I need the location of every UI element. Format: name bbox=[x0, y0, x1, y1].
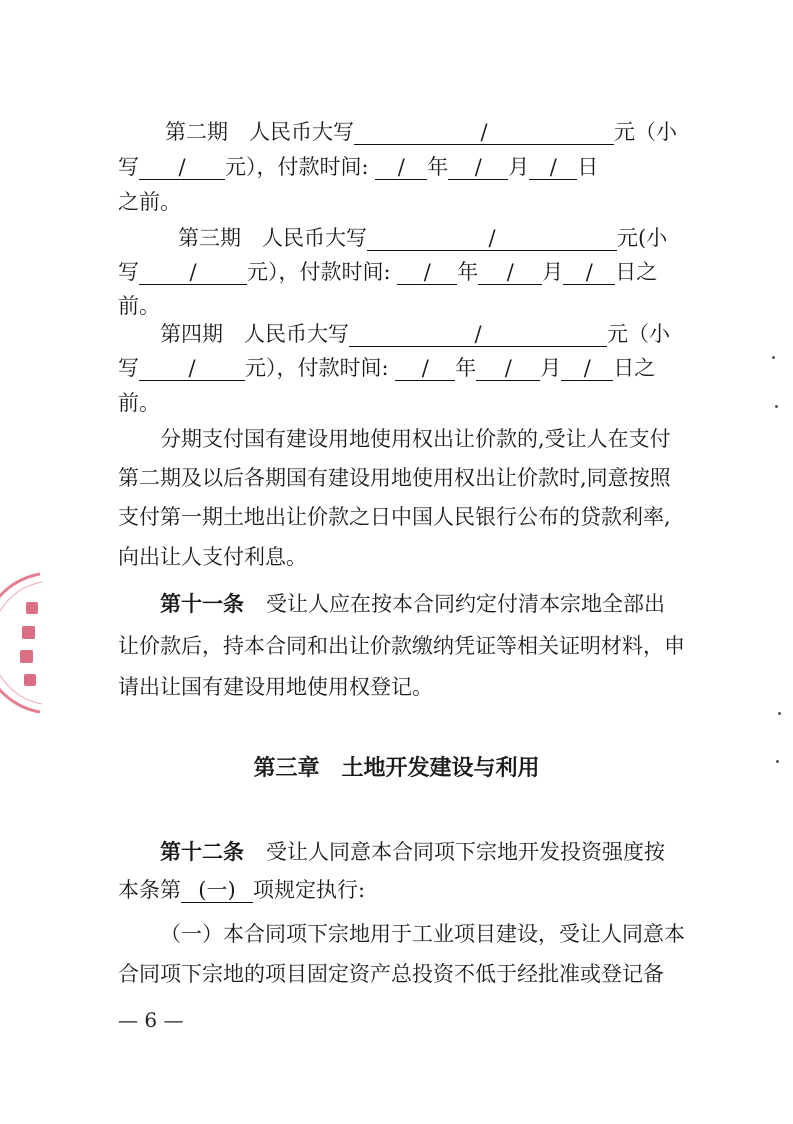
phase3-line2 bbox=[118, 258, 657, 286]
phase2-label: 第二期 人民币大写 bbox=[165, 120, 354, 144]
article12-line4: 合同项下宗地的项目固定资产总投资不低于经批准或登记备 bbox=[118, 962, 664, 986]
phase2-write-label: 写 bbox=[118, 155, 139, 179]
article12-line2 bbox=[118, 876, 365, 904]
chapter-title: 第三章 土地开发建设与利用 bbox=[253, 756, 540, 781]
phase2-amount-words: / bbox=[354, 120, 614, 145]
phase2-amount-digits: / bbox=[139, 155, 225, 180]
phase4-label: 第四期 人民币大写 bbox=[160, 322, 349, 346]
article11-line3: 请出让国有建设用地使用权登记。 bbox=[118, 675, 433, 699]
phase4-month-label: 月 bbox=[540, 356, 562, 380]
scan-speck bbox=[776, 760, 779, 763]
phase3-year-label: 年 bbox=[457, 260, 479, 284]
phase2-line3: 之前。 bbox=[118, 190, 181, 214]
phase4-day-label: 日之 bbox=[613, 356, 656, 380]
article12-line3: （一）本合同项下宗地用于工业项目建设，受让人同意本 bbox=[160, 922, 685, 946]
article11-line2: 让价款后，持本合同和出让价款缴纳凭证等相关证明材料，申 bbox=[118, 634, 685, 658]
interest-line4: 向出让人支付利息。 bbox=[118, 545, 307, 569]
phase4-month-blank: / bbox=[476, 356, 540, 381]
phase2-year-label: 年 bbox=[427, 155, 449, 179]
phase3-amount-words: / bbox=[367, 226, 617, 251]
article12-text1: 受让人同意本合同项下宗地开发投资强度按 bbox=[266, 840, 665, 864]
phase4-write-label: 写 bbox=[118, 356, 139, 380]
phase2-line2 bbox=[118, 153, 598, 181]
phase4-amount-digits: / bbox=[139, 356, 245, 381]
interest-line3: 支付第一期土地出让价款之日中国人民银行公布的贷款利率, bbox=[118, 505, 671, 529]
phase2-day-blank: / bbox=[529, 155, 577, 180]
phase3-line1 bbox=[178, 224, 667, 252]
scan-speck bbox=[778, 712, 781, 715]
interest-line2: 第二期及以后各期国有建设用地使用权出让价款时,同意按照 bbox=[118, 466, 671, 490]
phase4-line1 bbox=[160, 320, 670, 348]
phase4-year-blank: / bbox=[395, 356, 455, 381]
phase2-month-label: 月 bbox=[508, 155, 530, 179]
phase4-line2 bbox=[118, 354, 655, 382]
article12-clause-prefix: 本条第 bbox=[118, 878, 181, 902]
phase3-month-blank: / bbox=[478, 260, 542, 285]
article12-title: 第十二条 bbox=[160, 840, 244, 864]
phase3-write-label: 写 bbox=[118, 260, 139, 284]
phase3-month-label: 月 bbox=[542, 260, 564, 284]
page-number: — 6 — bbox=[118, 1008, 184, 1032]
phase3-day-blank: / bbox=[563, 260, 615, 285]
phase3-label: 第三期 人民币大写 bbox=[178, 226, 367, 250]
phase4-time-label: 元），付款时间: bbox=[245, 356, 389, 380]
phase4-yuan-label: 元（小 bbox=[607, 322, 670, 346]
phase3-yuan-label: 元(小 bbox=[617, 226, 668, 250]
article12-clause-value: (一) bbox=[181, 878, 253, 903]
phase4-day-blank: / bbox=[561, 356, 613, 381]
phase4-amount-words: / bbox=[349, 322, 607, 347]
interest-line1: 分期支付国有建设用地使用权出让价款的,受让人在支付 bbox=[160, 427, 671, 451]
phase2-year-blank: / bbox=[375, 155, 427, 180]
phase2-yuan-label: 元（小 bbox=[614, 120, 677, 144]
phase4-year-label: 年 bbox=[455, 356, 477, 380]
article11-line1 bbox=[160, 590, 665, 618]
phase2-day-label: 日 bbox=[577, 155, 599, 179]
phase2-line1 bbox=[165, 118, 677, 146]
phase4-line3: 前。 bbox=[118, 391, 160, 415]
phase2-month-blank: / bbox=[448, 155, 508, 180]
phase3-line3: 前。 bbox=[118, 294, 160, 318]
article11-text1: 受让人应在按本合同约定付清本宗地全部出 bbox=[266, 592, 665, 616]
phase3-amount-digits: / bbox=[139, 260, 247, 285]
phase3-time-label: 元），付款时间: bbox=[247, 260, 391, 284]
article11-title: 第十一条 bbox=[160, 592, 244, 616]
phase3-year-blank: / bbox=[397, 260, 457, 285]
scan-speck bbox=[775, 405, 778, 408]
phase2-time-label: 元），付款时间: bbox=[225, 155, 369, 179]
scan-speck bbox=[772, 356, 775, 359]
red-seal-stamp bbox=[0, 568, 62, 718]
article12-clause-suffix: 项规定执行: bbox=[253, 878, 366, 902]
phase3-day-label: 日之 bbox=[615, 260, 658, 284]
article12-line1 bbox=[160, 838, 665, 866]
